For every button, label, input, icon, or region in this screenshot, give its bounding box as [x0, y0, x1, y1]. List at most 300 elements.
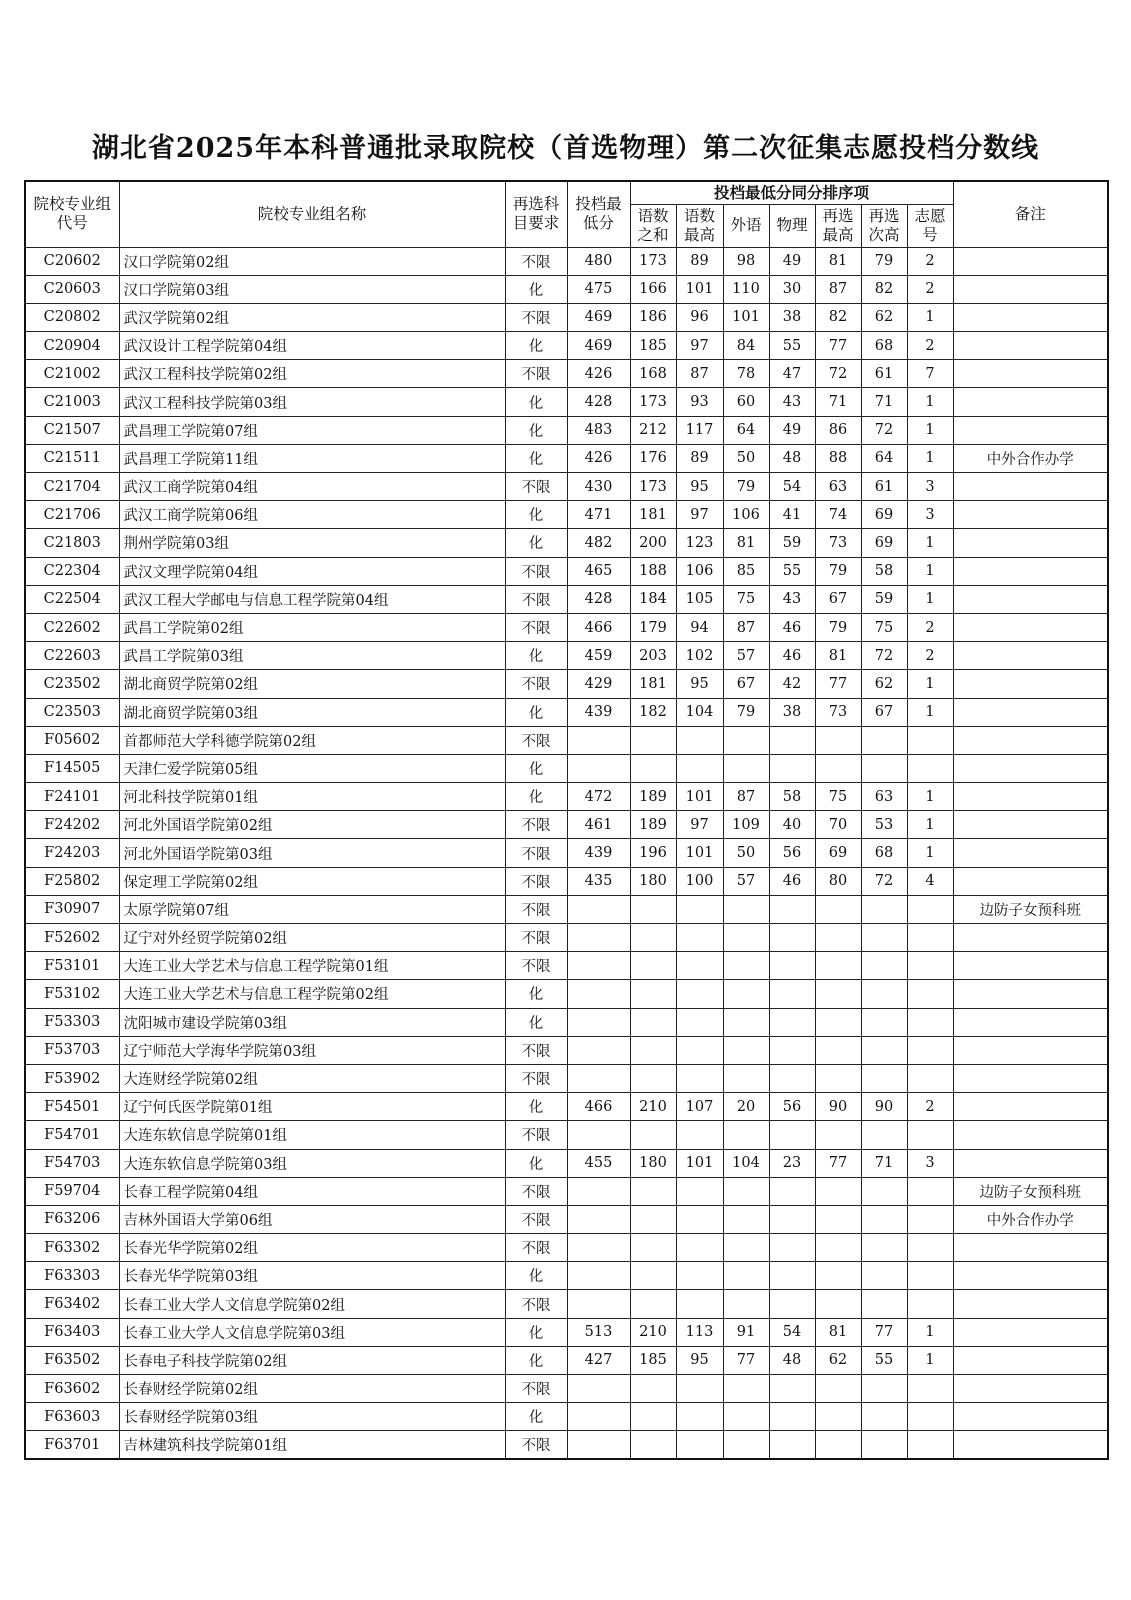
cell-yushu-max: 89	[676, 444, 723, 472]
cell-elective-second: 71	[861, 388, 907, 416]
cell-requirement: 不限	[505, 473, 567, 501]
cell-min-score: 459	[567, 642, 630, 670]
cell-min-score	[567, 1403, 630, 1431]
cell-physics	[769, 1375, 815, 1403]
cell-code: F63402	[25, 1290, 119, 1318]
cell-requirement: 不限	[505, 895, 567, 923]
cell-code: F63701	[25, 1431, 119, 1459]
cell-yushu-sum	[630, 1036, 676, 1064]
cell-name: 大连工业大学艺术与信息工程学院第02组	[119, 980, 505, 1008]
cell-yushu-max: 93	[676, 388, 723, 416]
cell-note	[953, 332, 1108, 360]
cell-elective-max	[815, 1205, 861, 1233]
cell-name: 长春光华学院第03组	[119, 1262, 505, 1290]
cell-elective-max	[815, 1008, 861, 1036]
cell-name: 武汉工程大学邮电与信息工程学院第04组	[119, 585, 505, 613]
cell-note	[953, 1375, 1108, 1403]
cell-foreign-language: 104	[723, 1149, 769, 1177]
cell-note	[953, 247, 1108, 275]
cell-choice-number: 2	[907, 613, 953, 641]
cell-min-score	[567, 1205, 630, 1233]
cell-elective-max: 79	[815, 557, 861, 585]
cell-elective-second	[861, 952, 907, 980]
cell-choice-number	[907, 895, 953, 923]
cell-foreign-language	[723, 754, 769, 782]
cell-elective-max: 87	[815, 275, 861, 303]
cell-note	[953, 360, 1108, 388]
cell-yushu-sum	[630, 1290, 676, 1318]
cell-physics	[769, 726, 815, 754]
cell-elective-second	[861, 1036, 907, 1064]
cell-yushu-max	[676, 1205, 723, 1233]
cell-physics: 43	[769, 585, 815, 613]
cell-choice-number: 3	[907, 1149, 953, 1177]
cell-foreign-language	[723, 726, 769, 754]
cell-yushu-max	[676, 924, 723, 952]
cell-code: F54703	[25, 1149, 119, 1177]
cell-elective-second	[861, 924, 907, 952]
table-row	[25, 839, 1108, 867]
cell-elective-max	[815, 1121, 861, 1149]
cell-elective-second: 64	[861, 444, 907, 472]
header-physics: 物理	[769, 204, 815, 247]
cell-yushu-sum: 180	[630, 1149, 676, 1177]
cell-elective-second	[861, 1008, 907, 1036]
table-row	[25, 1008, 1108, 1036]
table-row	[25, 613, 1108, 641]
cell-min-score	[567, 1290, 630, 1318]
cell-min-score	[567, 895, 630, 923]
cell-physics	[769, 924, 815, 952]
cell-requirement: 不限	[505, 670, 567, 698]
cell-note	[953, 1262, 1108, 1290]
cell-name: 辽宁师范大学海华学院第03组	[119, 1036, 505, 1064]
cell-elective-max: 70	[815, 811, 861, 839]
cell-physics: 40	[769, 811, 815, 839]
cell-yushu-sum: 182	[630, 698, 676, 726]
cell-yushu-sum: 203	[630, 642, 676, 670]
cell-name: 武汉工商学院第04组	[119, 473, 505, 501]
cell-note	[953, 754, 1108, 782]
cell-note: 边防子女预科班	[953, 1177, 1108, 1205]
cell-yushu-sum: 212	[630, 416, 676, 444]
cell-yushu-sum: 185	[630, 332, 676, 360]
header-choice-number: 志愿号	[907, 204, 953, 247]
cell-physics: 43	[769, 388, 815, 416]
cell-yushu-max	[676, 1290, 723, 1318]
cell-foreign-language	[723, 1064, 769, 1092]
table-row	[25, 783, 1108, 811]
table-row	[25, 670, 1108, 698]
cell-yushu-sum: 210	[630, 1318, 676, 1346]
cell-requirement: 化	[505, 1318, 567, 1346]
cell-physics: 54	[769, 1318, 815, 1346]
cell-physics	[769, 1008, 815, 1036]
cell-physics: 47	[769, 360, 815, 388]
cell-foreign-language: 81	[723, 529, 769, 557]
cell-physics	[769, 1262, 815, 1290]
cell-min-score: 430	[567, 473, 630, 501]
cell-yushu-max: 97	[676, 501, 723, 529]
cell-choice-number	[907, 1036, 953, 1064]
cell-min-score	[567, 1008, 630, 1036]
cell-name: 太原学院第07组	[119, 895, 505, 923]
cell-foreign-language: 98	[723, 247, 769, 275]
header-yushu-max: 语数最高	[676, 204, 723, 247]
cell-choice-number	[907, 1205, 953, 1233]
cell-note	[953, 1121, 1108, 1149]
table-row	[25, 1121, 1108, 1149]
score-table	[24, 180, 1109, 1460]
cell-yushu-sum	[630, 1008, 676, 1036]
cell-physics	[769, 1036, 815, 1064]
cell-elective-max	[815, 754, 861, 782]
cell-min-score: 480	[567, 247, 630, 275]
table-row	[25, 1262, 1108, 1290]
cell-code: F59704	[25, 1177, 119, 1205]
cell-yushu-sum	[630, 1064, 676, 1092]
cell-yushu-sum	[630, 895, 676, 923]
cell-elective-second	[861, 1064, 907, 1092]
cell-yushu-max	[676, 1234, 723, 1262]
cell-note	[953, 416, 1108, 444]
cell-foreign-language: 57	[723, 642, 769, 670]
cell-code: C23503	[25, 698, 119, 726]
cell-choice-number	[907, 1234, 953, 1262]
cell-yushu-max: 94	[676, 613, 723, 641]
cell-name: 河北科技学院第01组	[119, 783, 505, 811]
cell-requirement: 不限	[505, 1290, 567, 1318]
cell-elective-second: 68	[861, 332, 907, 360]
cell-elective-second: 62	[861, 670, 907, 698]
cell-physics: 56	[769, 839, 815, 867]
table-row	[25, 811, 1108, 839]
cell-foreign-language: 79	[723, 473, 769, 501]
cell-choice-number	[907, 726, 953, 754]
cell-elective-max	[815, 1234, 861, 1262]
cell-code: C20904	[25, 332, 119, 360]
cell-yushu-max	[676, 1177, 723, 1205]
cell-name: 武昌工学院第02组	[119, 613, 505, 641]
cell-yushu-sum	[630, 1375, 676, 1403]
cell-foreign-language	[723, 1121, 769, 1149]
cell-elective-second	[861, 1431, 907, 1459]
cell-elective-max	[815, 1431, 861, 1459]
cell-physics: 49	[769, 247, 815, 275]
cell-foreign-language: 60	[723, 388, 769, 416]
table-row	[25, 1149, 1108, 1177]
cell-choice-number: 1	[907, 698, 953, 726]
cell-name: 长春光华学院第02组	[119, 1234, 505, 1262]
cell-requirement: 化	[505, 783, 567, 811]
cell-code: C21803	[25, 529, 119, 557]
cell-note: 中外合作办学	[953, 1205, 1108, 1233]
cell-yushu-max: 101	[676, 1149, 723, 1177]
cell-requirement: 不限	[505, 557, 567, 585]
cell-min-score: 461	[567, 811, 630, 839]
cell-physics	[769, 980, 815, 1008]
cell-requirement: 不限	[505, 613, 567, 641]
cell-physics	[769, 1064, 815, 1092]
cell-min-score: 426	[567, 444, 630, 472]
cell-code: C21706	[25, 501, 119, 529]
cell-elective-second: 71	[861, 1149, 907, 1177]
cell-physics: 56	[769, 1093, 815, 1121]
cell-choice-number: 7	[907, 360, 953, 388]
cell-requirement: 化	[505, 501, 567, 529]
cell-choice-number	[907, 1290, 953, 1318]
table-row	[25, 303, 1108, 331]
cell-min-score	[567, 952, 630, 980]
cell-elective-max: 80	[815, 867, 861, 895]
cell-yushu-max: 89	[676, 247, 723, 275]
cell-note	[953, 1093, 1108, 1121]
table-row	[25, 1346, 1108, 1374]
cell-code: C21002	[25, 360, 119, 388]
cell-physics: 59	[769, 529, 815, 557]
cell-choice-number	[907, 1431, 953, 1459]
cell-choice-number: 4	[907, 867, 953, 895]
cell-elective-second	[861, 754, 907, 782]
cell-yushu-sum: 173	[630, 473, 676, 501]
cell-elective-second: 62	[861, 303, 907, 331]
cell-code: F53902	[25, 1064, 119, 1092]
cell-yushu-sum	[630, 952, 676, 980]
cell-min-score: 439	[567, 839, 630, 867]
cell-yushu-max: 97	[676, 332, 723, 360]
cell-elective-second: 53	[861, 811, 907, 839]
cell-yushu-max: 101	[676, 275, 723, 303]
cell-foreign-language	[723, 1234, 769, 1262]
cell-requirement: 化	[505, 1403, 567, 1431]
cell-name: 湖北商贸学院第03组	[119, 698, 505, 726]
cell-choice-number: 1	[907, 1318, 953, 1346]
cell-physics: 38	[769, 303, 815, 331]
cell-name: 武汉设计工程学院第04组	[119, 332, 505, 360]
cell-choice-number: 2	[907, 1093, 953, 1121]
cell-note	[953, 642, 1108, 670]
cell-name: 保定理工学院第02组	[119, 867, 505, 895]
cell-physics: 46	[769, 867, 815, 895]
cell-elective-second: 82	[861, 275, 907, 303]
cell-yushu-sum: 186	[630, 303, 676, 331]
cell-min-score: 428	[567, 585, 630, 613]
cell-elective-max	[815, 1375, 861, 1403]
cell-choice-number	[907, 1064, 953, 1092]
table-row	[25, 1036, 1108, 1064]
cell-code: F53101	[25, 952, 119, 980]
cell-physics	[769, 754, 815, 782]
cell-name: 河北外国语学院第02组	[119, 811, 505, 839]
cell-physics: 48	[769, 444, 815, 472]
cell-elective-second: 63	[861, 783, 907, 811]
cell-requirement: 化	[505, 388, 567, 416]
cell-yushu-max	[676, 1262, 723, 1290]
cell-elective-max: 79	[815, 613, 861, 641]
cell-code: F53102	[25, 980, 119, 1008]
table-row	[25, 529, 1108, 557]
cell-foreign-language	[723, 952, 769, 980]
cell-elective-max: 81	[815, 247, 861, 275]
cell-yushu-max	[676, 1375, 723, 1403]
table-row	[25, 1375, 1108, 1403]
cell-foreign-language	[723, 1262, 769, 1290]
cell-yushu-max: 102	[676, 642, 723, 670]
cell-physics: 38	[769, 698, 815, 726]
cell-elective-second: 90	[861, 1093, 907, 1121]
cell-foreign-language: 106	[723, 501, 769, 529]
cell-code: F63502	[25, 1346, 119, 1374]
table-row	[25, 1290, 1108, 1318]
cell-choice-number: 2	[907, 332, 953, 360]
cell-foreign-language	[723, 1431, 769, 1459]
cell-name: 武汉工程科技学院第03组	[119, 388, 505, 416]
cell-requirement: 化	[505, 1008, 567, 1036]
cell-min-score	[567, 1262, 630, 1290]
cell-code: C20603	[25, 275, 119, 303]
cell-yushu-sum: 181	[630, 501, 676, 529]
cell-yushu-sum: 181	[630, 670, 676, 698]
cell-min-score: 475	[567, 275, 630, 303]
cell-physics: 46	[769, 613, 815, 641]
cell-yushu-max	[676, 1431, 723, 1459]
cell-elective-second: 69	[861, 501, 907, 529]
cell-yushu-sum: 184	[630, 585, 676, 613]
table-row	[25, 416, 1108, 444]
cell-yushu-sum	[630, 1205, 676, 1233]
cell-elective-max	[815, 1403, 861, 1431]
cell-yushu-sum: 189	[630, 811, 676, 839]
cell-physics: 46	[769, 642, 815, 670]
cell-yushu-max: 101	[676, 783, 723, 811]
cell-choice-number	[907, 1008, 953, 1036]
table-row	[25, 1093, 1108, 1121]
cell-requirement: 不限	[505, 924, 567, 952]
cell-note	[953, 303, 1108, 331]
cell-min-score: 426	[567, 360, 630, 388]
cell-min-score	[567, 1036, 630, 1064]
cell-elective-max: 73	[815, 698, 861, 726]
cell-note	[953, 839, 1108, 867]
cell-code: C20602	[25, 247, 119, 275]
cell-code: C22304	[25, 557, 119, 585]
header-min-score: 投档最低分	[567, 181, 630, 247]
cell-yushu-max: 100	[676, 867, 723, 895]
cell-min-score: 439	[567, 698, 630, 726]
table-row	[25, 924, 1108, 952]
cell-yushu-sum: 180	[630, 867, 676, 895]
table-row	[25, 473, 1108, 501]
cell-yushu-max	[676, 1036, 723, 1064]
cell-yushu-sum: 185	[630, 1346, 676, 1374]
cell-code: F52602	[25, 924, 119, 952]
cell-yushu-max: 95	[676, 473, 723, 501]
cell-code: F24203	[25, 839, 119, 867]
cell-min-score	[567, 1375, 630, 1403]
cell-name: 武汉文理学院第04组	[119, 557, 505, 585]
cell-requirement: 化	[505, 698, 567, 726]
cell-code: F63303	[25, 1262, 119, 1290]
cell-requirement: 不限	[505, 1234, 567, 1262]
table-row	[25, 1403, 1108, 1431]
cell-requirement: 不限	[505, 1121, 567, 1149]
cell-foreign-language	[723, 1177, 769, 1205]
cell-elective-second	[861, 1375, 907, 1403]
cell-choice-number	[907, 924, 953, 952]
cell-yushu-max	[676, 754, 723, 782]
cell-choice-number: 1	[907, 416, 953, 444]
header-note: 备注	[953, 181, 1108, 247]
cell-requirement: 化	[505, 1149, 567, 1177]
cell-min-score: 472	[567, 783, 630, 811]
cell-name: 长春财经学院第02组	[119, 1375, 505, 1403]
table-row	[25, 754, 1108, 782]
cell-foreign-language	[723, 1036, 769, 1064]
cell-code: C20802	[25, 303, 119, 331]
cell-elective-max	[815, 952, 861, 980]
cell-elective-max	[815, 726, 861, 754]
cell-physics: 55	[769, 332, 815, 360]
cell-name: 吉林外国语大学第06组	[119, 1205, 505, 1233]
cell-choice-number	[907, 1121, 953, 1149]
cell-name: 大连东软信息学院第03组	[119, 1149, 505, 1177]
cell-requirement: 不限	[505, 839, 567, 867]
cell-foreign-language: 50	[723, 839, 769, 867]
cell-code: F63302	[25, 1234, 119, 1262]
cell-yushu-sum	[630, 924, 676, 952]
cell-requirement: 不限	[505, 360, 567, 388]
cell-elective-second	[861, 1290, 907, 1318]
cell-code: C21003	[25, 388, 119, 416]
cell-choice-number: 1	[907, 585, 953, 613]
cell-choice-number	[907, 1177, 953, 1205]
cell-name: 河北外国语学院第03组	[119, 839, 505, 867]
cell-note	[953, 1290, 1108, 1318]
cell-yushu-max: 105	[676, 585, 723, 613]
cell-note	[953, 1234, 1108, 1262]
cell-foreign-language	[723, 1375, 769, 1403]
cell-name: 汉口学院第02组	[119, 247, 505, 275]
cell-code: F14505	[25, 754, 119, 782]
cell-physics	[769, 1403, 815, 1431]
cell-note	[953, 698, 1108, 726]
cell-elective-second: 58	[861, 557, 907, 585]
cell-elective-max: 75	[815, 783, 861, 811]
cell-code: F25802	[25, 867, 119, 895]
table-row	[25, 642, 1108, 670]
cell-requirement: 不限	[505, 1375, 567, 1403]
cell-note: 边防子女预科班	[953, 895, 1108, 923]
page-title: 湖北省2025年本科普通批录取院校（首选物理）第二次征集志愿投档分数线	[91, 133, 1040, 164]
cell-note	[953, 1403, 1108, 1431]
cell-min-score	[567, 980, 630, 1008]
cell-name: 武汉学院第02组	[119, 303, 505, 331]
cell-min-score: 435	[567, 867, 630, 895]
cell-requirement: 不限	[505, 1431, 567, 1459]
cell-code: F24101	[25, 783, 119, 811]
cell-yushu-max: 104	[676, 698, 723, 726]
cell-choice-number: 1	[907, 670, 953, 698]
cell-foreign-language: 101	[723, 303, 769, 331]
cell-yushu-max: 113	[676, 1318, 723, 1346]
cell-yushu-sum: 189	[630, 783, 676, 811]
cell-min-score: 466	[567, 1093, 630, 1121]
cell-name: 天津仁爱学院第05组	[119, 754, 505, 782]
cell-min-score: 471	[567, 501, 630, 529]
cell-elective-second	[861, 1177, 907, 1205]
cell-requirement: 不限	[505, 1036, 567, 1064]
cell-elective-max: 86	[815, 416, 861, 444]
